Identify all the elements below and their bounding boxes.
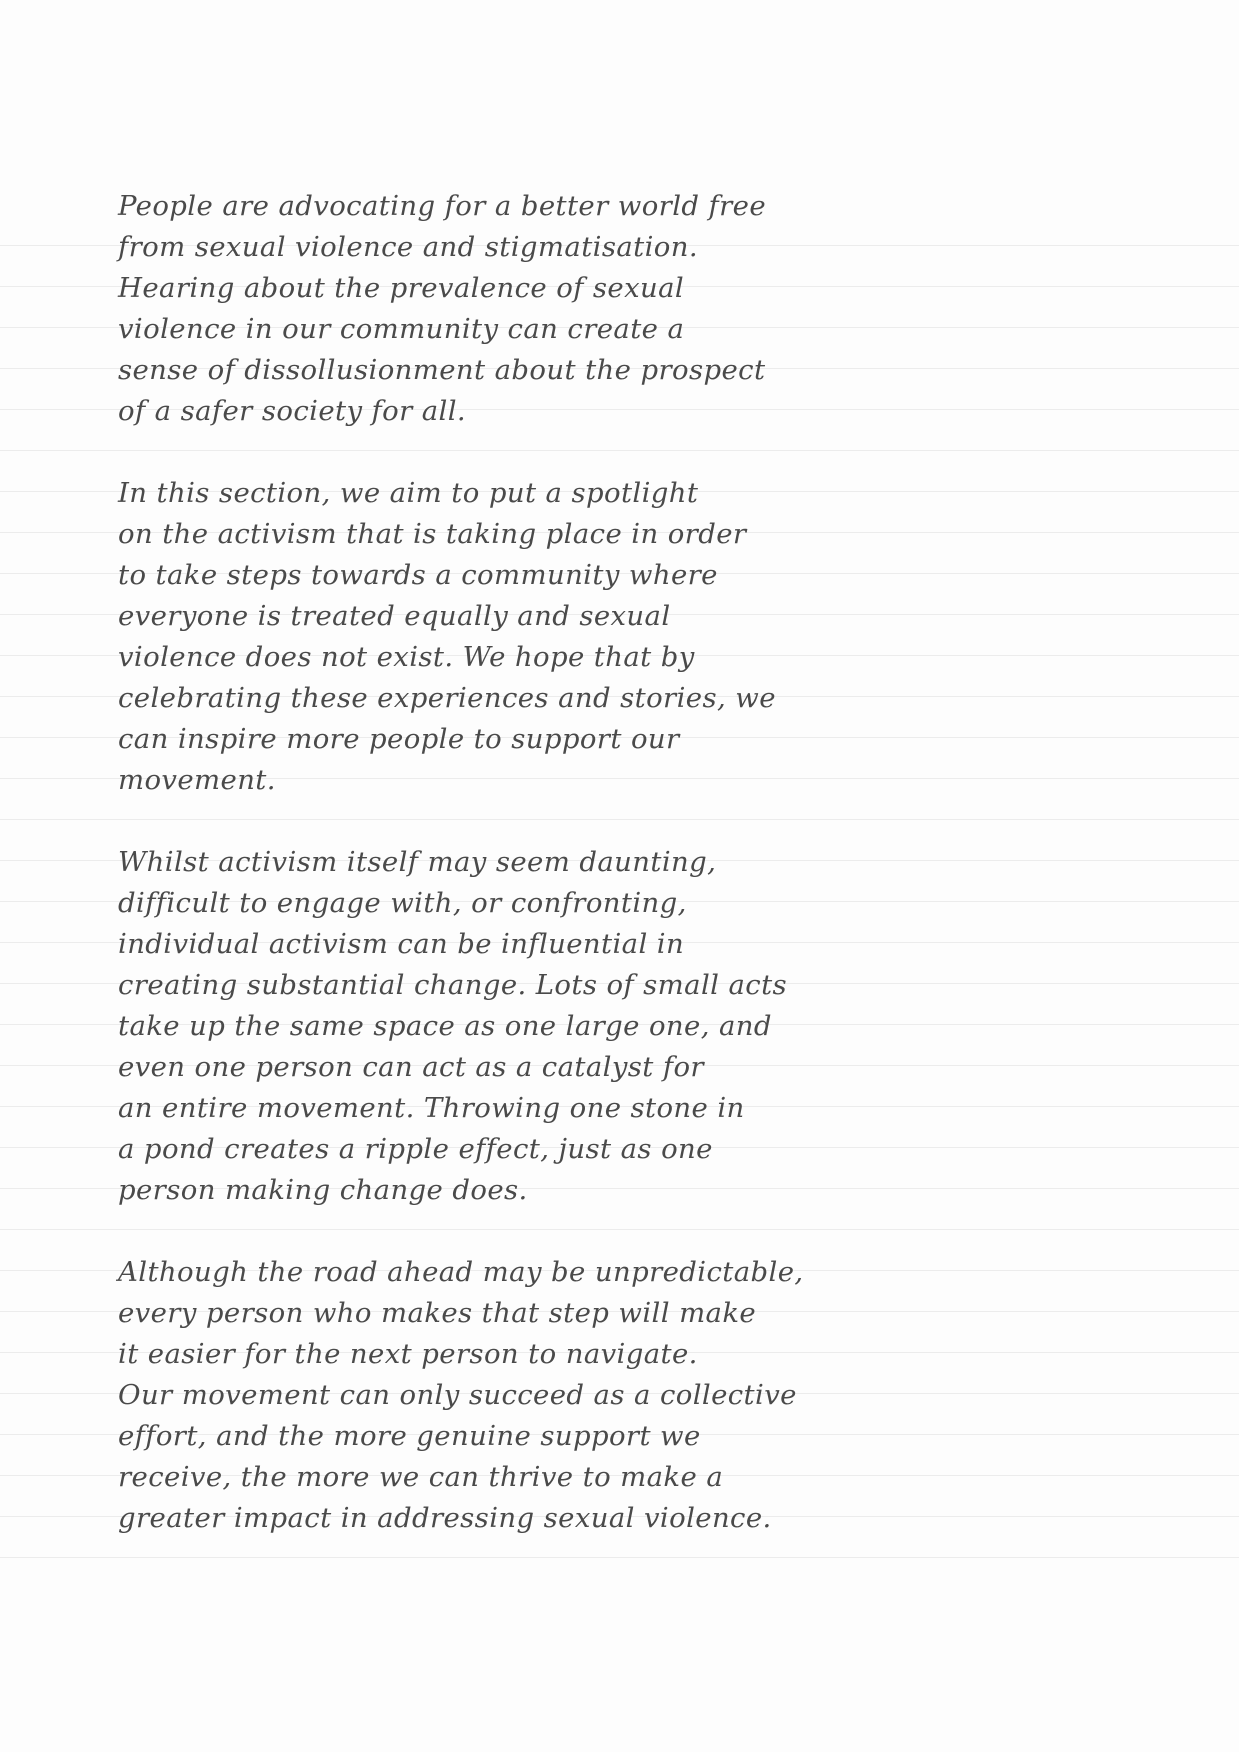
text-line: Our movement can only succeed as a collective <box>118 1379 797 1411</box>
text-line: Whilst activism itself may seem daunting, <box>118 846 717 878</box>
paragraph-road-ahead <box>118 1252 1128 1539</box>
text-line: every person who makes that step will make <box>118 1297 757 1329</box>
text-line: People are advocating for a better world free <box>118 190 767 222</box>
ruled-line <box>0 450 1239 451</box>
paragraph-section-aim <box>118 473 1128 801</box>
text-line: of a safer society for all. <box>118 395 467 427</box>
text-line: celebrating these experiences and stories, we <box>118 682 776 714</box>
text-line: effort, and the more genuine support we <box>118 1420 701 1452</box>
text-line: In this section, we aim to put a spotlight <box>118 477 699 509</box>
text-line: everyone is treated equally and sexual <box>118 600 671 632</box>
ruled-line <box>0 1229 1239 1230</box>
text-line: even one person can act as a catalyst for <box>118 1051 704 1083</box>
text-line: take up the same space as one large one, and <box>118 1010 772 1042</box>
text-line: it easier for the next person to navigate. <box>118 1338 698 1370</box>
text-line: difficult to engage with, or confronting, <box>118 887 687 919</box>
text-line: from sexual violence and stigmatisation. <box>118 231 699 263</box>
text-line: a pond creates a ripple effect, just as one <box>118 1133 713 1165</box>
text-line: movement. <box>118 764 276 796</box>
text-line: violence in our community can create a <box>118 313 685 345</box>
text-line: individual activism can be influential in <box>118 928 685 960</box>
text-line: an entire movement. Throwing one stone in <box>118 1092 745 1124</box>
text-line: greater impact in addressing sexual violence. <box>118 1502 772 1534</box>
text-line: violence does not exist. We hope that by <box>118 641 695 673</box>
text-line: Although the road ahead may be unpredictable, <box>118 1256 804 1288</box>
ruled-line <box>0 1557 1239 1558</box>
text-line: sense of dissollusionment about the prospect <box>118 354 766 386</box>
text-line: Hearing about the prevalence of sexual <box>118 272 685 304</box>
paragraph-individual-activism <box>118 842 1128 1211</box>
ruled-line <box>0 819 1239 820</box>
paragraph-intro <box>118 186 1128 432</box>
text-line: to take steps towards a community where <box>118 559 718 591</box>
text-line: can inspire more people to support our <box>118 723 680 755</box>
text-line: person making change does. <box>118 1174 528 1206</box>
text-line: creating substantial change. Lots of small acts <box>118 969 788 1001</box>
text-line: on the activism that is taking place in order <box>118 518 747 550</box>
text-line: receive, the more we can thrive to make a <box>118 1461 724 1493</box>
